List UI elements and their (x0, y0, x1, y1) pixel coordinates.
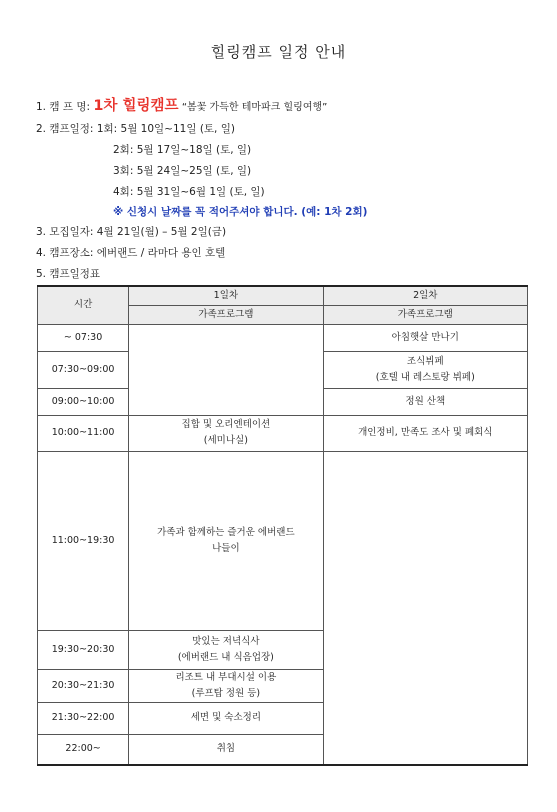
date-notice: ※ 신청시 날짜를 꼭 적어주셔야 합니다. (예: 1차 2회) (113, 206, 368, 218)
table-row (38, 415, 528, 451)
session-4: 4회: 5월 31일~6월 1일 (토, 일) (113, 186, 265, 198)
day1-cell: 세면 및 숙소정리 (129, 702, 323, 734)
time-cell: 11:00~19:30 (38, 451, 129, 630)
subheader-day2: 가족프로그램 (323, 305, 527, 324)
header-day1: 1일차 (129, 286, 323, 305)
day1-cell: 취침 (129, 734, 323, 765)
recruit-period: 3. 모집일자: 4월 21일(월) – 5월 2일(금) (36, 226, 227, 238)
header-time: 시간 (38, 286, 129, 324)
time-cell: 10:00~11:00 (38, 415, 129, 451)
day1-empty-cell (129, 324, 323, 415)
day1-cell (129, 451, 323, 630)
session-1: 1회: 5월 10일~11일 (토, 일) (96, 123, 235, 135)
schedule-table (37, 285, 528, 766)
header-day2: 2일차 (323, 286, 527, 305)
time-cell: 09:00~10:00 (38, 388, 129, 415)
subheader-day1: 가족프로그램 (129, 305, 323, 324)
time-cell: 19:30~20:30 (38, 630, 129, 669)
time-cell: ~ 07:30 (38, 324, 129, 351)
camp-subtitle: “봄꽃 가득한 테마파크 힐링여행” (181, 102, 328, 113)
day1-cell (129, 415, 323, 451)
session-2: 2회: 5월 17일~18일 (토, 일) (113, 144, 252, 156)
time-cell: 21:30~22:00 (38, 702, 129, 734)
day1-line: 맛있는 저녁식사 (192, 635, 260, 647)
day1-cell (129, 669, 323, 702)
day1-line: 집합 및 오리엔테이션 (181, 419, 271, 430)
session-3: 3회: 5월 24일~25일 (토, 일) (113, 165, 252, 177)
day1-line: (루프탑 정원 등) (191, 687, 261, 699)
day2-cell: 개인정비, 만족도 조사 및 폐회식 (323, 415, 527, 451)
camp-schedule-label: 2. 캠프일정: (36, 123, 94, 135)
day1-line: 가족과 함께하는 즐거운 에버랜드 (157, 526, 295, 538)
day1-line: (세미나실) (203, 435, 248, 446)
schedule-table-heading: 5. 캠프일정표 (36, 268, 101, 280)
time-cell: 22:00~ (38, 734, 129, 765)
day1-cell (129, 630, 323, 669)
day1-line: 나들이 (212, 542, 240, 554)
time-cell: 20:30~21:30 (38, 669, 129, 702)
day2-empty-cell (323, 451, 527, 765)
table-row (38, 451, 528, 630)
camp-name-line (36, 94, 327, 115)
camp-name: 1차 힐링캠프 (93, 98, 179, 114)
day2-line: (호텔 내 레스토랑 뷔페) (375, 371, 475, 383)
time-cell: 07:30~09:00 (38, 351, 129, 388)
day2-cell: 정원 산책 (323, 388, 527, 415)
table-row (38, 324, 528, 351)
camp-location: 4. 캠프장소: 에버랜드 / 라마다 용인 호텔 (36, 247, 226, 259)
camp-name-label: 1. 캠 프 명: (36, 101, 90, 113)
camp-schedule-line (36, 121, 235, 136)
day2-line: 조식뷔페 (406, 355, 444, 367)
day2-cell: 아침햇살 만나기 (323, 324, 527, 351)
day1-line: (에버랜드 내 식음업장) (177, 651, 274, 663)
page-title: 힐링캠프 일정 안내 (210, 43, 347, 61)
day2-cell (323, 351, 527, 388)
day1-line: 리조트 내 부대시설 이용 (175, 671, 277, 683)
